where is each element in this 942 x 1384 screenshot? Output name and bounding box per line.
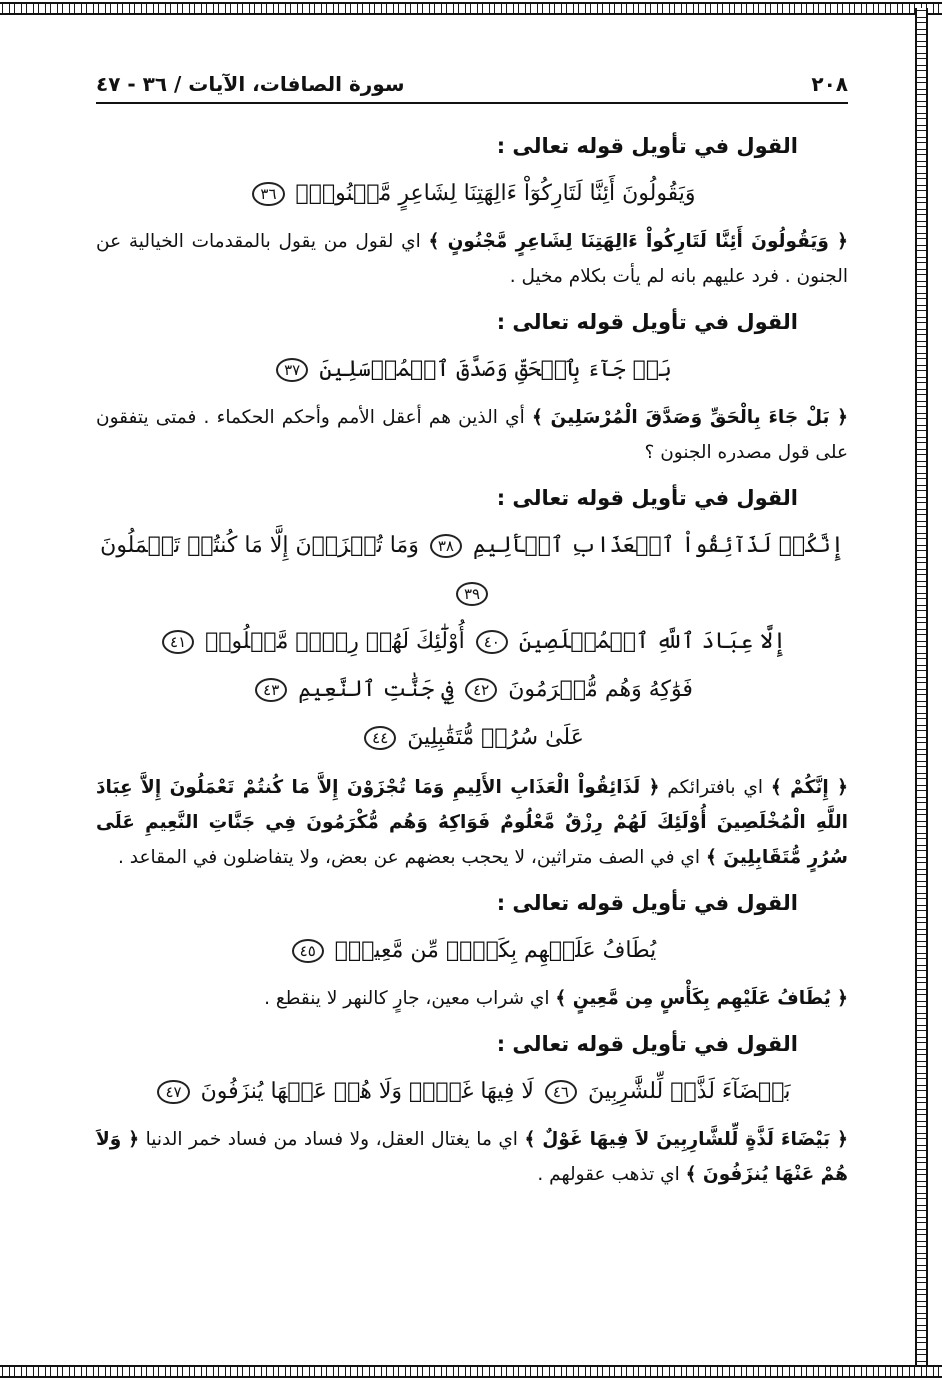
commentary-text: أي الذين هم أعقل الأمم وأحكم الحكماء . فمتى يتفقون على قول مصدره الجنون ؟ [96, 407, 848, 463]
quran-verse-line [96, 618, 848, 666]
commentary-text: اي تذهب عقولهم . [537, 1164, 680, 1185]
quoted-verse: ﴿ لَذَائِقُواْ الْعَذَابِ الأَلِيمِ وَمَا تُجْزَوْنَ إِلاَّ مَا كُنتُمْ تَعْمَلُونَ إِلاَّ عِبَادَ اللَّهِ الْمُخْلَصِينَ أُوْلَئِكَ لَهُمْ رِزْقٌ مَّعْلُومٌ فَوَاكِهُ وَهُم مُّكْرَمُونَ فِي جَنَّاتِ النَّعِيمِ عَلَى سُرُرٍ مُّتَقَابِلِينَ ﴾ [96, 777, 848, 868]
ayah-number-marker: ٤٥ [292, 939, 324, 963]
page-body [96, 128, 848, 1202]
quran-verse [96, 927, 848, 975]
ayah-number-marker: ٤٣ [255, 678, 287, 702]
verse-text: وَمَا تُجۡزَوۡنَ إِلَّا مَا كُنتُمۡ تَعۡمَلُونَ [100, 533, 419, 558]
ayah-number-marker: ٤٠ [476, 630, 508, 654]
verse-text: يُطَافُ عَلَيۡهِم بِكَأۡسٖ مِّن مَّعِينِۭ [334, 938, 657, 963]
quran-verse-line [96, 666, 848, 714]
verse-text: لَا فِيهَا غَوۡلٞ وَلَا هُمۡ عَنۡهَا يُنزَفُونَ [200, 1079, 534, 1104]
decorative-border-right [915, 8, 928, 1370]
decorative-border-top [0, 2, 942, 15]
page-number: ٢٠٨ [811, 72, 848, 96]
ayah-number-marker: ٣٩ [456, 582, 488, 606]
tafsir-section [96, 885, 848, 1016]
quoted-verse: ﴿ بَيْضَاءَ لَذَّةٍ لِّلشَّارِبِينَ لاَ فِيهَا غَوْلٌ ﴾ [524, 1129, 848, 1150]
quoted-verse: ﴿ يُطَافُ عَلَيْهِم بِكَأْسٍ مِن مَّعِينٍ ﴾ [555, 988, 848, 1009]
tafsir-section [96, 304, 848, 470]
commentary-paragraph [96, 981, 848, 1016]
ayah-number-marker: ٣٨ [430, 534, 462, 558]
quran-verse [96, 170, 848, 218]
verse-text: إِنَّكُمۡ لَذَآئِقُواْ ٱلۡعَذَابِ ٱلۡأَلِيمِ [472, 533, 844, 558]
quran-verse-line [96, 522, 848, 618]
ayah-number-marker: ٤٤ [364, 726, 396, 750]
ayah-number-marker: ٣٦ [252, 182, 284, 206]
decorative-border-bottom [0, 1365, 942, 1378]
section-heading: القول في تأويل قوله تعالى : [496, 891, 798, 915]
tafsir-section [96, 128, 848, 294]
ayah-number-marker: ٤٦ [545, 1080, 577, 1104]
section-heading: القول في تأويل قوله تعالى : [496, 310, 798, 334]
section-heading: القول في تأويل قوله تعالى : [496, 486, 798, 510]
quoted-verse: ﴿ وَيَقُولُونَ أَئِنَّا لَتَارِكُواْ ءَالِهَتِنَا لِشَاعِرٍ مَّجْنُونٍ ﴾ [428, 231, 848, 252]
verse-text: إِلَّا عِبَادَ ٱللَّهِ ٱلۡمُخۡلَصِينَ [518, 629, 786, 654]
verse-text: فِي جَنَّٰتِ ٱلنَّعِيمِ [298, 677, 455, 702]
page-header [96, 66, 848, 104]
commentary-paragraph [96, 770, 848, 875]
quoted-verse: ﴿ وَلاَ هُمْ عَنْهَا يُنزَفُونَ ﴾ [96, 1129, 848, 1185]
ayah-number-marker: ٤١ [162, 630, 194, 654]
commentary-paragraph [96, 1122, 848, 1192]
tafsir-section [96, 480, 848, 875]
verse-text: فَوَٰكِهُ وَهُم مُّكۡرَمُونَ [508, 677, 693, 702]
section-heading: القول في تأويل قوله تعالى : [496, 1032, 798, 1056]
verse-text: وَيَقُولُونَ أَئِنَّا لَتَارِكُوٓاْ ءَالِهَتِنَا لِشَاعِرٍ مَّجۡنُونِۭ [295, 181, 696, 206]
quran-verse-line [96, 714, 848, 762]
commentary-text: اي لقول من يقول بالمقدمات الخيالية عن الجنون . فرد عليهم بانه لم يأت بكلام مخيل . [96, 231, 848, 287]
ayah-number-marker: ٤٧ [157, 1080, 189, 1104]
ayah-number-marker: ٤٢ [465, 678, 497, 702]
commentary-text: اي في الصف متراثين، لا يحجب بعضهم عن بعض، ولا يتفاضلون في المقاعد . [118, 847, 701, 868]
quoted-verse: ﴿ بَلْ جَاءَ بِالْحَقِّ وَصَدَّقَ الْمُرْسَلِينَ ﴾ [531, 407, 849, 428]
commentary-paragraph [96, 224, 848, 294]
running-title: سورة الصافات، الآيات / ٣٦ - ٤٧ [96, 72, 405, 96]
quran-verse [96, 1068, 848, 1116]
quran-verse [96, 346, 848, 394]
verse-text: عَلَىٰ سُرُرٖ مُّتَقَٰبِلِينَ [407, 725, 584, 750]
commentary-text: اي ما يغتال العقل، ولا فساد من فساد خمر الدنيا [139, 1129, 518, 1150]
quran-verse-block [96, 522, 848, 762]
verse-text: بَلۡ جَآءَ بِٱلۡحَقِّ وَصَدَّقَ ٱلۡمُرۡسَلِينَ [319, 357, 672, 382]
tafsir-section [96, 1026, 848, 1192]
commentary-text: اي بافترائكم [659, 777, 764, 798]
quoted-verse: ﴿ إِنَّكُمْ ﴾ [770, 777, 848, 798]
section-heading: القول في تأويل قوله تعالى : [496, 134, 798, 158]
commentary-text: اي شراب معين، جارٍ كالنهر لا ينقطع . [264, 988, 550, 1009]
verse-text: أُوْلَٰٓئِكَ لَهُمۡ رِزۡقٞ مَّعۡلُومٞ [205, 629, 465, 654]
ayah-number-marker: ٣٧ [276, 358, 308, 382]
verse-text: بَيۡضَآءَ لَذَّةٖ لِّلشَّٰرِبِينَ [588, 1079, 791, 1104]
commentary-paragraph [96, 400, 848, 470]
